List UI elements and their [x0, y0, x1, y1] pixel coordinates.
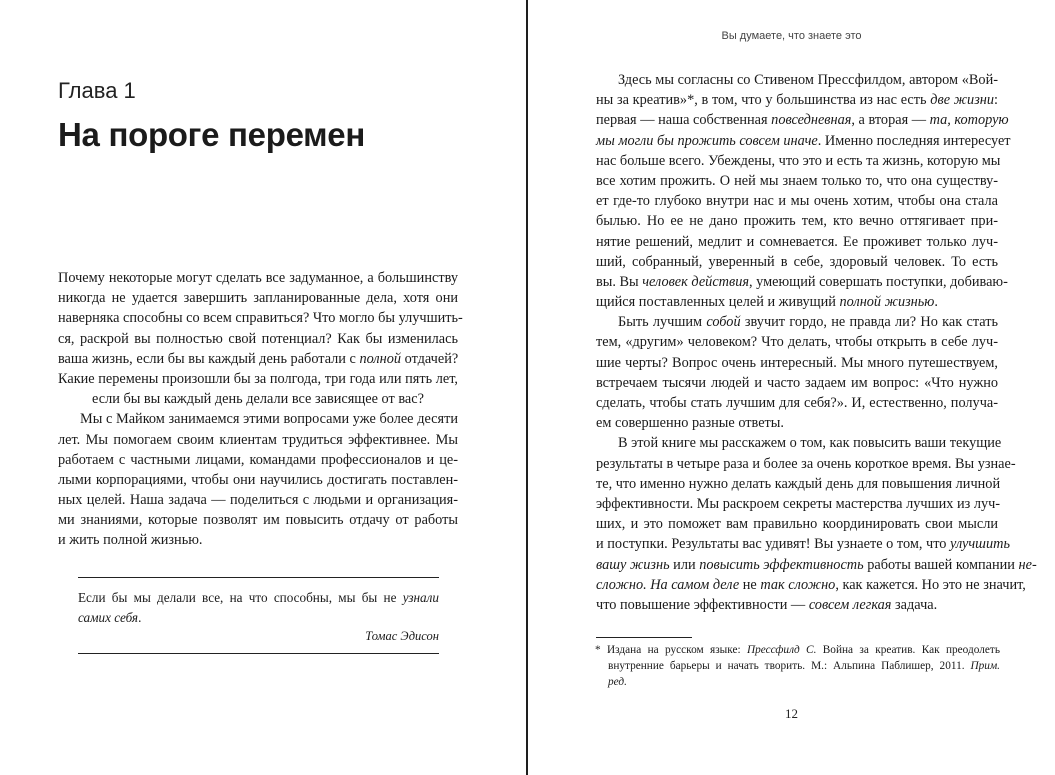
italic-text: улучшить [950, 536, 1010, 553]
text-line: все хотим прожить. О ней мы знаем только то, что она существу- [596, 172, 998, 189]
text-line: Мы с Майком занимаемся этими вопросами уже более десяти [80, 411, 458, 428]
text-line: сложно. На самом деле не так сложно, как кажется. Но это не значит, [596, 576, 1026, 593]
chapter-title: На пороге перемен [58, 116, 365, 153]
text-line: ших, и это поможет вам правильно координировать свои мысли [596, 516, 998, 533]
text-line: нас больше всего. Убеждены, что это и есть та жизнь, которую мы [596, 152, 1001, 169]
text-line: ем совершенно разные ответы. [596, 415, 784, 432]
footnote [595, 642, 1000, 691]
italic-text: совсем легкая [808, 596, 892, 613]
text-line: эффективности. Мы раскроем секреты мастерства лучших из луч- [596, 495, 1001, 512]
text-line: Быть лучшим собой звучит гордо, не правда ли? Но как стать [618, 314, 998, 331]
text-line: лет. Мы помогаем своим клиентам трудиться эффективнее. Мы [58, 431, 458, 448]
chapter-number: Глава 1 [58, 78, 136, 103]
text-line: ся, раскрой вы полностью свой потенциал? Как бы изменилась [58, 330, 458, 347]
right-body-text [596, 70, 1037, 615]
italic-text: сложно. На самом деле [596, 576, 740, 593]
footnote-rule [596, 637, 692, 638]
text-line: ных целей. Наша задача — поделиться с людьми и организация- [58, 492, 458, 509]
text-line: ет где-то глубоко внутри нас и мы очень хотим, чтобы она стала [596, 193, 998, 210]
text-line: наверняка способны со всем справиться? Что могло бы улучшить- [58, 310, 463, 327]
text-line: те, что именно нужно делать каждый день для повышения личной [596, 475, 1001, 492]
text-line: ший, собранный, уверенный в себе, здоровый человек. То есть [596, 253, 998, 270]
italic-text: две жизни [930, 92, 995, 109]
text-line: если бы вы каждый день делали все зависящее от вас? [92, 391, 424, 408]
text-line: щийся поставленных целей и живущий полной жизнью. [596, 294, 938, 311]
epigraph-author: Томас Эдисон [365, 629, 439, 643]
italic-text: ред. [608, 676, 627, 689]
text-line: вы. Вы человек действия, умеющий совершать поступки, добиваю- [596, 273, 1008, 290]
text-line: Здесь мы согласны со Стивеном Прессфилдом, автором «Вой- [618, 72, 998, 88]
italic-text: Прим. [970, 660, 1000, 673]
italic-text: мы могли бы прожить совсем иначе [596, 132, 818, 149]
text-line: работаем с частными лицами, командами профессионалов и це- [58, 451, 458, 468]
text-line: что повышение эффективности — совсем легкая задача. [596, 596, 938, 613]
epigraph-bottom-rule [78, 653, 439, 654]
running-header: Вы думаете, что знаете это [721, 30, 862, 42]
italic-text: так сложно [760, 576, 836, 593]
italic-text: Прессфилд С. [746, 644, 817, 656]
text-line: и поступки. Результаты вас удивят! Вы узнаете о том, что улучшить [596, 536, 1010, 553]
italic-text: узнали [402, 590, 439, 605]
text-line: Почему некоторые могут сделать все задуманное, а большинству [58, 270, 458, 286]
text-line: лыми корпорациями, чтобы они научились достигать поставлен- [58, 471, 458, 488]
italic-text: та, которую [929, 112, 1009, 129]
text-line: шие черты? Вопрос очень интересный. Мы много путешествуем, [596, 354, 998, 371]
italic-text: собой [706, 314, 741, 331]
left-page [0, 0, 526, 775]
italic-text: человек действия [642, 273, 749, 290]
footnote-line: * Издана на русском языке: Прессфилд С. Война за креатив. Как преодолеть [595, 644, 1000, 656]
italic-text: не- [1018, 556, 1037, 573]
text-line: ми знаниями, которые позволят им повысить отдачу от работы [58, 512, 458, 529]
epigraph-line: самих себя. [78, 609, 142, 625]
text-line: результаты в четыре раза и более за очень короткое время. Вы узнае- [596, 455, 1016, 472]
text-line: мы могли бы прожить совсем иначе. Именно последняя интересует [596, 132, 1011, 149]
italic-text: полной [359, 350, 402, 367]
epigraph-line: Если бы мы делали все, на что способны, мы бы не узнали [78, 590, 439, 605]
text-line: тем, «другим» человеком? Что делать, чтобы открыть в себе луч- [596, 334, 998, 351]
italic-text: полной жизнью [839, 294, 935, 311]
text-line: никогда не удается завершить запланированные дела, хотя они [58, 290, 458, 307]
italic-text: вашу жизнь [596, 556, 670, 573]
text-line: нятие решений, медлит и сомневается. Ее проживет только луч- [596, 233, 998, 250]
footnote-line: внутренние барьеры и начать творить. М.: Альпина Паблишер, 2011. Прим. [608, 660, 1000, 673]
text-line: сделать, чтобы стать лучшим для себя?». И, естественно, получа- [596, 395, 998, 411]
text-line: ны за креатив»*, в том, что у большинства из нас есть две жизни: [596, 92, 998, 109]
page-number: 12 [785, 706, 798, 721]
left-body-text [58, 268, 463, 551]
text-line: вашу жизнь или повысить эффективность работы вашей компании не- [596, 556, 1037, 573]
right-page [528, 0, 1055, 775]
italic-text: повседневная [771, 112, 852, 129]
epigraph-quote [78, 578, 439, 627]
footnote-line [608, 674, 1000, 690]
italic-text: повысить эффективность [699, 556, 864, 573]
italic-text: самих себя [78, 609, 139, 625]
text-line: встречаем тысячи людей и часто задаем им вопрос: «Что нужно [596, 374, 998, 391]
text-line: В этой книге мы расскажем о том, как повысить ваши текущие [618, 435, 1002, 452]
text-line: ваша жизнь, если бы вы каждый день работали с полной отдачей? [58, 350, 459, 367]
text-line: и жить полной жизнью. [58, 532, 203, 549]
text-line: Какие перемены произошли бы за полгода, три года или пять лет, [58, 370, 458, 387]
text-line: первая — наша собственная повседневная, а вторая — та, которую [596, 112, 1009, 129]
text-line: былью. Но ее не дано прожить тем, кто вечно оттягивает при- [596, 213, 998, 230]
epigraph [78, 577, 439, 654]
